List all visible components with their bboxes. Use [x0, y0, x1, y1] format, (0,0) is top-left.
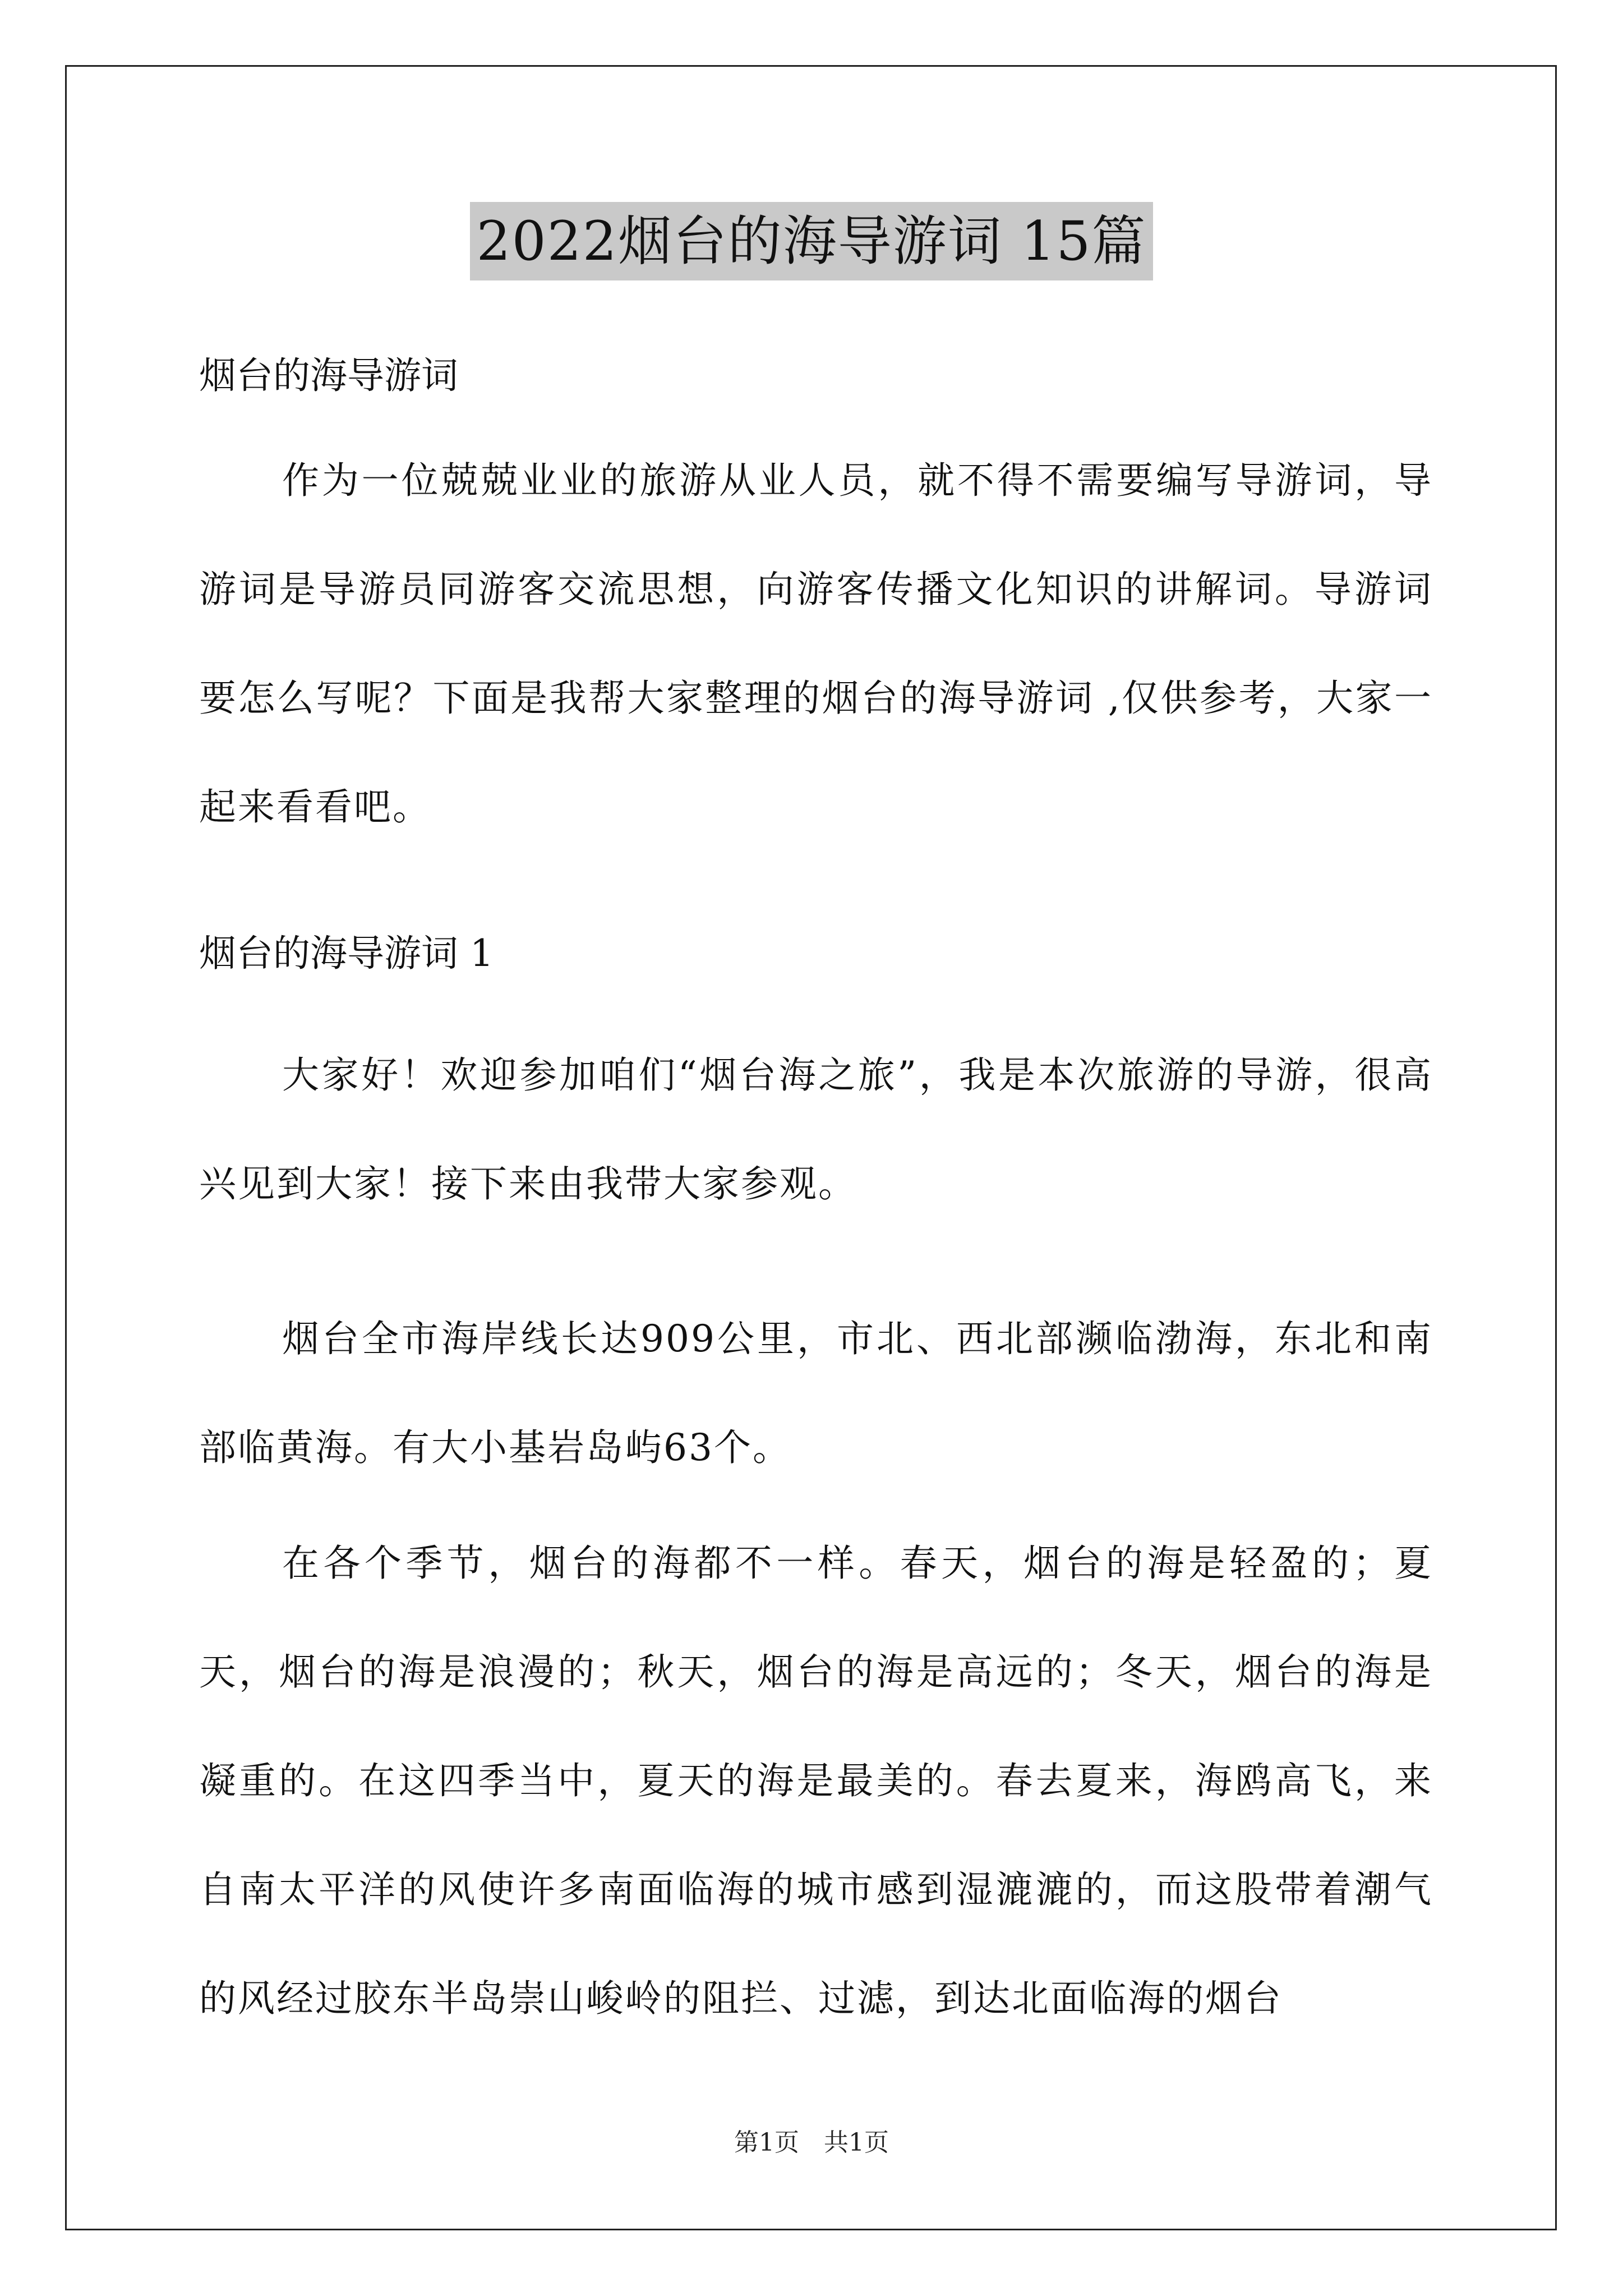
- paragraph: 烟台全市海岸线长达909公里，市北、西北部濒临渤海，东北和南部临黄海。有大小基岩岛屿63个。: [199, 1317, 1433, 1469]
- paragraph: 在各个季节，烟台的海都不一样。春天，烟台的海是轻盈的；夏天，烟台的海是浪漫的；秋天，烟台的海是高远的；冬天，烟台的海是凝重的。在这四季当中，夏天的海是最美的。春去夏来，海鸥高飞，来自南太平洋的风使许多南面临海的城市感到湿漉漉的，而这股带着潮气的风经过胶东半岛崇山峻岭的阻拦、过滤，到达北面临海的烟台: [199, 1542, 1433, 2020]
- title-container: [0, 202, 1623, 280]
- section-heading: 烟台的海导游词 1: [199, 932, 494, 975]
- intro-heading: 烟台的海导游词: [199, 354, 458, 397]
- paragraph: 大家好！欢迎参加咱们“烟台海之旅”，我是本次旅游的导游，很高兴见到大家！接下来由我带大家参观。: [199, 1053, 1433, 1205]
- intro-paragraph: 作为一位兢兢业业的旅游从业人员，就不得不需要编写导游词，导游词是导游员同游客交流思想，向游客传播文化知识的讲解词。导游词要怎么写呢？下面是我帮大家整理的烟台的海导游词 ,仅供参考，大家一起来看看吧。: [199, 459, 1433, 829]
- page-footer: 第1页 共1页: [734, 2128, 889, 2157]
- document-title: 2022烟台的海导游词 15篇: [470, 202, 1154, 280]
